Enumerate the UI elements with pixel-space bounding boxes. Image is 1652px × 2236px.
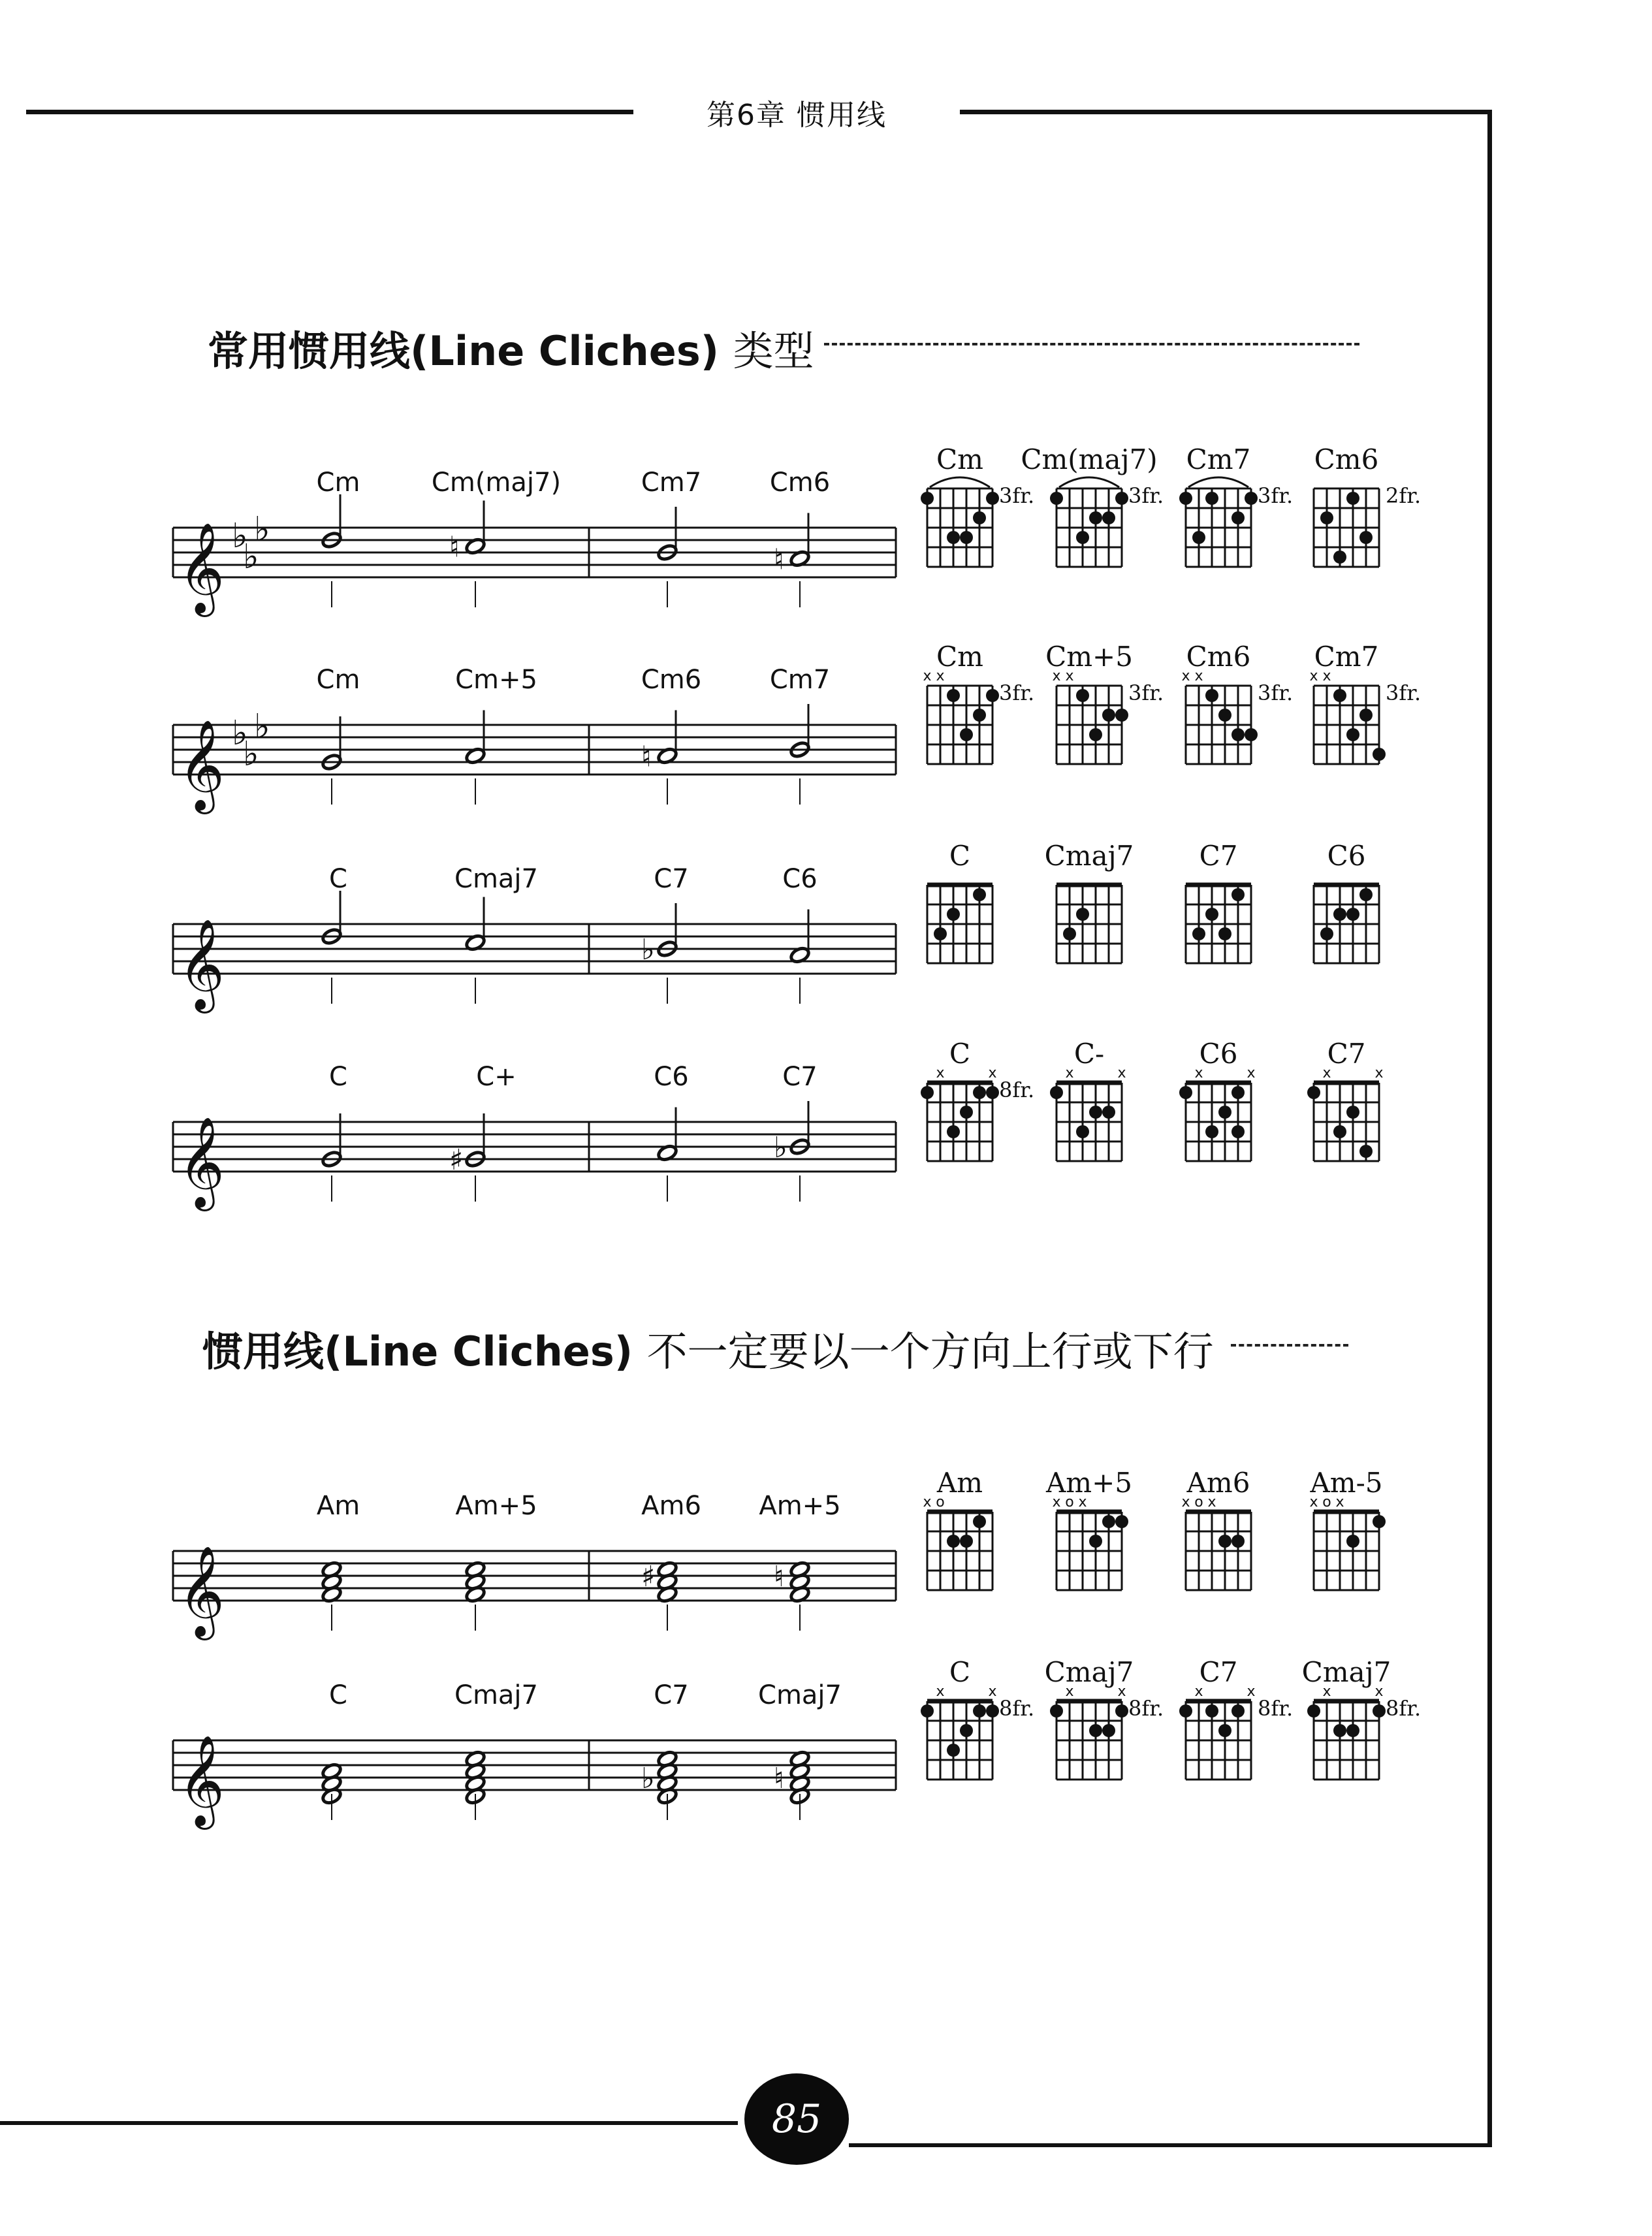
finger-dot	[1115, 492, 1128, 505]
muted-string-icon: x	[988, 1684, 997, 1700]
muted-string-icon: x	[1065, 1684, 1074, 1700]
fret-position-label: 3fr.	[1128, 680, 1164, 705]
muted-string-icon: x	[923, 1494, 932, 1510]
treble-clef-icon: 𝄞	[178, 720, 225, 810]
finger-dot	[934, 927, 947, 940]
open-string-icon: o	[1194, 1494, 1203, 1510]
chord-symbol: Am+5	[455, 1491, 537, 1521]
chord-diagram-c-	[1050, 1038, 1126, 1161]
muted-string-icon: x	[1247, 1684, 1256, 1700]
finger-dot	[1102, 1724, 1115, 1737]
open-string-icon: o	[1322, 1494, 1331, 1510]
chapter-header: 第6章 惯用线	[659, 91, 934, 133]
chord-diagram-c	[921, 1038, 1034, 1161]
chord-symbol: C6	[782, 864, 818, 894]
finger-dot	[1307, 1086, 1320, 1099]
chord-diagram-c6	[1179, 1038, 1256, 1161]
chord-diagram-name: Am-5	[1310, 1467, 1383, 1499]
finger-dot	[1359, 531, 1373, 544]
chord-diagram-cmaj7	[1045, 840, 1134, 963]
fret-position-label: 3fr.	[999, 483, 1035, 508]
finger-dot	[1346, 1724, 1359, 1737]
chord-symbol: Cm(maj7)	[431, 468, 562, 498]
finger-dot	[1102, 1106, 1115, 1119]
muted-string-icon: x	[1117, 1065, 1126, 1081]
muted-string-icon: x	[1065, 1065, 1074, 1081]
barre-arc	[1059, 477, 1119, 487]
finger-dot	[1205, 1125, 1218, 1138]
chord-diagram-am-5	[1045, 1467, 1132, 1590]
finger-dot	[1179, 1704, 1192, 1717]
muted-string-icon: x	[936, 1065, 945, 1081]
finger-dot	[1333, 908, 1346, 921]
finger-dot	[1231, 728, 1245, 741]
chord-diagram-name: C	[949, 1656, 971, 1688]
chord-diagram-cm	[923, 641, 1034, 764]
chord-diagram-c	[927, 840, 993, 963]
muted-string-icon: x	[1194, 1684, 1203, 1700]
fret-position-label: 3fr.	[999, 680, 1035, 705]
finger-dot	[1218, 709, 1231, 722]
muted-string-icon: x	[1374, 1065, 1384, 1081]
finger-dot	[1346, 1535, 1359, 1548]
finger-dot	[1346, 492, 1359, 505]
flat-key-icon: ♭	[254, 707, 270, 746]
finger-dot	[1076, 689, 1089, 702]
chord-diagram-name: C7	[1199, 1656, 1238, 1688]
finger-dot	[1333, 1125, 1346, 1138]
muted-string-icon: x	[1065, 668, 1074, 684]
finger-dot	[973, 709, 986, 722]
muted-string-icon: x	[936, 668, 945, 684]
finger-dot	[973, 511, 986, 524]
finger-dot	[1089, 1106, 1102, 1119]
open-string-icon: o	[936, 1494, 945, 1510]
chord-symbol: Cm+5	[455, 665, 537, 695]
sharp-accidental-icon: ♯	[449, 1143, 464, 1177]
page-number: 85	[744, 2073, 849, 2165]
finger-dot	[921, 1086, 934, 1099]
finger-dot	[1205, 492, 1218, 505]
section-title-1-bold: 常用惯用线(Line Cliches)	[208, 327, 720, 375]
staff-row-5	[173, 1491, 896, 1640]
finger-dot	[1102, 709, 1115, 722]
chord-symbol: Cmaj7	[454, 1680, 538, 1710]
finger-dot	[1115, 1704, 1128, 1717]
finger-dot	[1050, 1086, 1063, 1099]
chord-diagram-name: Cm(maj7)	[1021, 443, 1158, 475]
finger-dot	[1359, 1145, 1373, 1158]
fret-position-label: 3fr.	[1258, 680, 1294, 705]
chord-diagram-name: Cm7	[1314, 641, 1379, 673]
chord-diagram-name: C6	[1327, 840, 1366, 872]
chord-symbol: C	[329, 1062, 347, 1092]
finger-dot	[1205, 908, 1218, 921]
muted-string-icon: x	[1117, 1684, 1126, 1700]
flat-accidental-icon: ♭	[641, 933, 655, 966]
chord-symbol: C6	[654, 1062, 689, 1092]
finger-dot	[1231, 1125, 1245, 1138]
chord-diagram-name: Am6	[1186, 1467, 1250, 1499]
chord-diagram-name: Cmaj7	[1044, 1656, 1134, 1688]
finger-dot	[986, 492, 999, 505]
finger-dot	[1231, 1704, 1245, 1717]
finger-dot	[1050, 492, 1063, 505]
chord-diagram-cm7	[1179, 443, 1293, 567]
finger-dot	[1359, 709, 1373, 722]
finger-dot	[986, 1086, 999, 1099]
finger-dot	[960, 1535, 973, 1548]
treble-clef-icon: 𝄞	[178, 919, 225, 1010]
muted-string-icon: x	[1194, 668, 1203, 684]
chord-diagram-c7	[1186, 840, 1251, 963]
finger-dot	[1076, 908, 1089, 921]
fret-position-label: 8fr.	[999, 1078, 1035, 1102]
chord-diagram-name: Am+5	[1045, 1467, 1133, 1499]
finger-dot	[1231, 511, 1245, 524]
finger-dot	[1373, 1704, 1386, 1717]
finger-dot	[1231, 1086, 1245, 1099]
chord-symbol: Am+5	[759, 1491, 841, 1521]
finger-dot	[1218, 1106, 1231, 1119]
muted-string-icon: x	[1247, 1065, 1256, 1081]
finger-dot	[921, 492, 934, 505]
chord-diagram-cm6	[1181, 641, 1293, 764]
chord-diagram-name: Cm6	[1314, 443, 1379, 475]
chord-symbol: Cm	[316, 665, 360, 695]
finger-dot	[1320, 927, 1333, 940]
chord-diagram-name: C7	[1199, 840, 1238, 872]
flat-key-icon: ♭	[243, 537, 259, 577]
chord-symbol: Am	[316, 1491, 360, 1521]
muted-string-icon: x	[1181, 1494, 1190, 1510]
finger-dot	[1346, 1106, 1359, 1119]
sharp-accidental-icon: ♯	[641, 1560, 656, 1593]
muted-string-icon: x	[1335, 1494, 1344, 1510]
finger-dot	[1245, 492, 1258, 505]
chord-diagram-name: Cm+5	[1045, 641, 1133, 673]
finger-dot	[1102, 1515, 1115, 1528]
finger-dot	[1115, 709, 1128, 722]
natural-accidental-icon: ♮	[641, 740, 652, 774]
finger-dot	[947, 1535, 960, 1548]
chord-diagram-name: Cm	[936, 641, 983, 673]
chord-symbol: C	[329, 864, 347, 894]
flat-key-icon: ♭	[243, 735, 259, 774]
finger-dot	[1089, 1535, 1102, 1548]
finger-dot	[1373, 748, 1386, 761]
muted-string-icon: x	[1052, 1494, 1061, 1510]
chord-symbol: C7	[654, 864, 689, 894]
finger-dot	[1179, 1086, 1192, 1099]
muted-string-icon: x	[1309, 668, 1318, 684]
chord-diagram-cmaj7	[1045, 1656, 1164, 1780]
fret-position-label: 8fr.	[999, 1696, 1035, 1721]
fret-position-label: 8fr.	[1258, 1696, 1294, 1721]
treble-clef-icon: 𝄞	[178, 1735, 225, 1826]
fret-position-label: 8fr.	[1386, 1696, 1422, 1721]
finger-dot	[1320, 511, 1333, 524]
staff-row-2	[173, 665, 896, 814]
chord-symbol: C7	[654, 1680, 689, 1710]
finger-dot	[1218, 1535, 1231, 1548]
chord-symbol: Cmaj7	[454, 864, 538, 894]
finger-dot	[973, 1704, 986, 1717]
chord-diagram-cmaj7	[1302, 1656, 1422, 1780]
muted-string-icon: x	[1052, 668, 1061, 684]
chord-symbol: Cm7	[641, 468, 702, 498]
muted-string-icon: x	[923, 668, 932, 684]
finger-dot	[947, 908, 960, 921]
barre-arc	[1188, 477, 1248, 487]
finger-dot	[973, 1086, 986, 1099]
muted-string-icon: x	[988, 1065, 997, 1081]
chord-diagram-c7	[1179, 1656, 1293, 1780]
finger-dot	[947, 689, 960, 702]
finger-dot	[1231, 888, 1245, 901]
finger-dot	[1076, 531, 1089, 544]
flat-key-icon: ♭	[254, 510, 270, 549]
finger-dot	[1245, 728, 1258, 741]
chord-symbol: C+	[476, 1062, 516, 1092]
finger-dot	[1115, 1515, 1128, 1528]
chord-symbol: Cm6	[641, 665, 702, 695]
chord-symbol: Am6	[641, 1491, 701, 1521]
finger-dot	[960, 728, 973, 741]
staff-row-4	[173, 1062, 896, 1211]
chord-symbol: Cm6	[769, 468, 831, 498]
flat-key-icon: ♭	[232, 714, 248, 753]
chord-diagram-name: Am	[936, 1467, 983, 1499]
finger-dot	[973, 1515, 986, 1528]
chord-diagram-am6	[1181, 1467, 1251, 1590]
finger-dot	[1063, 927, 1076, 940]
finger-dot	[1089, 728, 1102, 741]
flat-accidental-icon: ♭	[641, 1762, 655, 1795]
chord-diagram-c7	[1307, 1038, 1384, 1161]
chord-symbol: C	[329, 1680, 347, 1710]
finger-dot	[947, 1744, 960, 1757]
finger-dot	[1102, 511, 1115, 524]
muted-string-icon: x	[1322, 1684, 1331, 1700]
treble-clef-icon: 𝄞	[178, 1117, 225, 1207]
finger-dot	[1346, 728, 1359, 741]
finger-dot	[973, 888, 986, 901]
finger-dot	[960, 1106, 973, 1119]
chord-diagram-name: C7	[1327, 1038, 1366, 1070]
finger-dot	[1089, 511, 1102, 524]
chord-diagram-am	[923, 1467, 993, 1590]
staff-row-3	[173, 864, 896, 1014]
finger-dot	[1373, 1515, 1386, 1528]
fret-position-label: 8fr.	[1128, 1696, 1164, 1721]
chord-diagram-cm-maj7-	[1021, 443, 1164, 567]
muted-string-icon: x	[1322, 1065, 1331, 1081]
chord-diagram-cm	[921, 443, 1034, 567]
fret-position-label: 3fr.	[1258, 483, 1294, 508]
finger-dot	[947, 531, 960, 544]
chord-diagram-name: C6	[1199, 1038, 1238, 1070]
chord-diagram-name: Cmaj7	[1301, 1656, 1391, 1688]
section-title-2-rest: 不一定要以一个方向上行或下行	[646, 1328, 1214, 1375]
section-title-1-rest: 类型	[733, 327, 814, 375]
finger-dot	[1346, 908, 1359, 921]
finger-dot	[960, 1724, 973, 1737]
muted-string-icon: x	[1181, 668, 1190, 684]
chord-diagram-name: C	[949, 840, 971, 872]
barre-arc	[930, 477, 990, 487]
chord-diagram-name: Cm7	[1186, 443, 1251, 475]
treble-clef-icon: 𝄞	[178, 1546, 225, 1637]
flat-accidental-icon: ♭	[774, 1131, 787, 1164]
chord-diagram-name: C	[949, 1038, 971, 1070]
fret-position-label: 3fr.	[1386, 680, 1422, 705]
finger-dot	[986, 689, 999, 702]
chord-diagram-am-5	[1309, 1467, 1386, 1590]
finger-dot	[1179, 492, 1192, 505]
finger-dot	[921, 1704, 934, 1717]
chord-diagram-c6	[1314, 840, 1379, 963]
finger-dot	[1076, 1125, 1089, 1138]
muted-string-icon: x	[1374, 1684, 1384, 1700]
finger-dot	[1333, 1724, 1346, 1737]
finger-dot	[1205, 1704, 1218, 1717]
finger-dot	[1192, 531, 1205, 544]
chord-symbol: Cm	[316, 468, 360, 498]
natural-accidental-icon: ♮	[774, 1560, 784, 1593]
finger-dot	[1218, 1724, 1231, 1737]
chord-diagram-cm-5	[1045, 641, 1164, 764]
finger-dot	[1333, 689, 1346, 702]
finger-dot	[1231, 1535, 1245, 1548]
finger-dot	[1359, 888, 1373, 901]
finger-dot	[960, 531, 973, 544]
muted-string-icon: x	[1078, 1494, 1087, 1510]
muted-string-icon: x	[1207, 1494, 1216, 1510]
finger-dot	[1307, 1704, 1320, 1717]
finger-dot	[1205, 689, 1218, 702]
fret-position-label: 3fr.	[1128, 483, 1164, 508]
chord-diagram-c	[921, 1656, 1034, 1780]
staff-row-1	[173, 468, 896, 617]
muted-string-icon: x	[936, 1684, 945, 1700]
natural-accidental-icon: ♮	[774, 543, 784, 577]
chord-symbol: Cmaj7	[758, 1680, 842, 1710]
finger-dot	[1218, 927, 1231, 940]
finger-dot	[1050, 1704, 1063, 1717]
chord-diagram-name: C-	[1073, 1038, 1105, 1070]
chord-diagram-cm7	[1309, 641, 1421, 764]
finger-dot	[1192, 927, 1205, 940]
finger-dot	[1089, 1724, 1102, 1737]
fret-position-label: 2fr.	[1386, 483, 1422, 508]
staff-row-6	[173, 1680, 896, 1830]
muted-string-icon: x	[1194, 1065, 1203, 1081]
chord-diagram-cm6	[1314, 443, 1421, 567]
chord-diagram-name: Cm6	[1186, 641, 1251, 673]
natural-accidental-icon: ♮	[449, 530, 460, 564]
muted-string-icon: x	[1309, 1494, 1318, 1510]
finger-dot	[986, 1704, 999, 1717]
chord-symbol: Cm7	[769, 665, 831, 695]
chord-symbol: C7	[782, 1062, 818, 1092]
finger-dot	[1333, 551, 1346, 564]
treble-clef-icon: 𝄞	[178, 522, 225, 613]
flat-key-icon: ♭	[232, 517, 248, 556]
muted-string-icon: x	[1322, 668, 1331, 684]
chord-diagram-name: Cm	[936, 443, 983, 475]
chord-diagram-name: Cmaj7	[1044, 840, 1134, 872]
natural-accidental-icon: ♮	[774, 1762, 784, 1795]
section-title-2-bold: 惯用线(Line Cliches)	[202, 1328, 633, 1375]
open-string-icon: o	[1065, 1494, 1074, 1510]
finger-dot	[947, 1125, 960, 1138]
